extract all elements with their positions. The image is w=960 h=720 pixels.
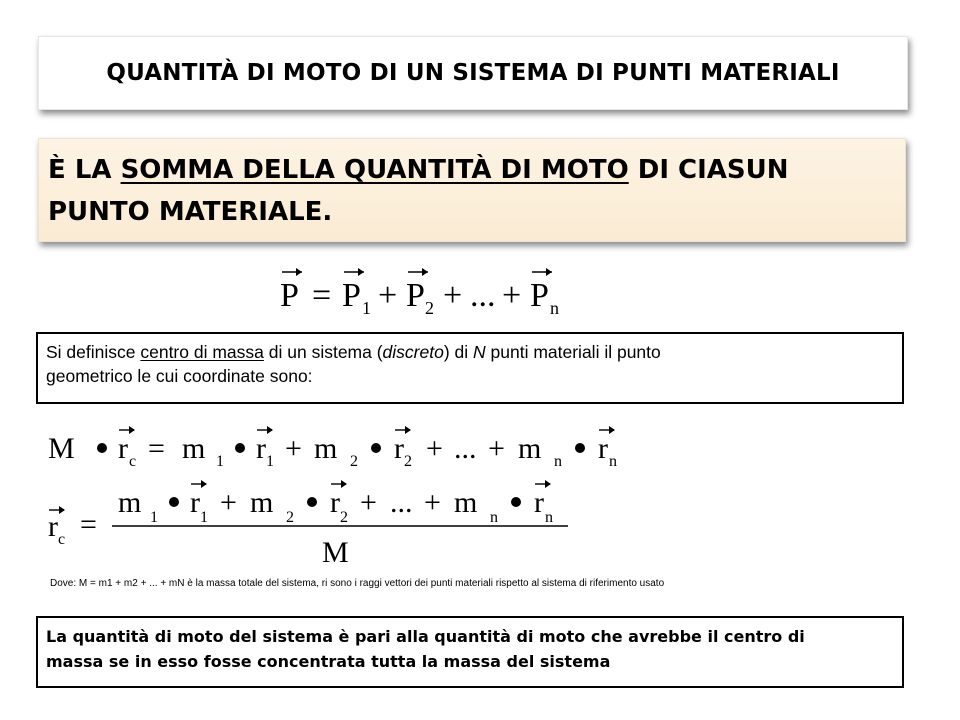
svg-text:r: r: [48, 510, 58, 543]
svg-text:+: +: [378, 277, 398, 314]
definition-text: [48, 149, 789, 233]
svg-text:m: m: [518, 432, 542, 465]
svg-text:r: r: [330, 486, 340, 519]
slide-title-box: [38, 36, 908, 110]
svg-text:+: +: [285, 432, 302, 465]
conclusion-line2: massa se in esso fosse concentrata tutta la massa del sistema: [46, 652, 611, 671]
svg-text:n: n: [609, 453, 617, 470]
slide-title: QUANTITÀ DI MOTO DI UN SISTEMA DI PUNTI MATERIALI: [106, 60, 840, 86]
svg-text:=: =: [80, 508, 97, 541]
definition-part1: È LA: [48, 155, 121, 185]
svg-text:2: 2: [286, 509, 294, 526]
svg-text:+: +: [426, 432, 443, 465]
definition-box: [38, 138, 906, 242]
svg-text:r: r: [118, 432, 128, 465]
svg-text:...: ...: [390, 486, 413, 519]
svg-text:m: m: [118, 486, 142, 519]
svg-text:r: r: [190, 486, 200, 519]
svg-text:m: m: [314, 432, 338, 465]
center-of-mass-term: centro di massa: [140, 342, 264, 362]
svg-text:M: M: [48, 432, 75, 465]
svg-text:n: n: [554, 453, 562, 470]
svg-text:P: P: [280, 277, 299, 314]
svg-text:1: 1: [266, 453, 274, 470]
definition-line2: PUNTO MATERIALE.: [48, 197, 333, 227]
svg-text:1: 1: [216, 453, 224, 470]
svg-text:c: c: [129, 453, 137, 470]
svg-text:...: ...: [454, 432, 477, 465]
definition-underlined: SOMMA DELLA QUANTITÀ DI MOTO: [120, 155, 629, 185]
svg-text:r: r: [256, 432, 266, 465]
svg-text:2: 2: [350, 453, 358, 470]
svg-text:r: r: [534, 486, 544, 519]
svg-text:P: P: [342, 277, 361, 314]
svg-text:+: +: [502, 277, 522, 314]
svg-text:m: m: [454, 486, 478, 519]
conclusion-box: [36, 616, 904, 688]
svg-text:n: n: [545, 509, 553, 526]
svg-text:1: 1: [150, 509, 158, 526]
svg-text:M: M: [322, 536, 349, 569]
mass-note: Dove: M = m1 + m2 + ... + mN è la massa totale del sistema, ri sono i raggi vettori dei punti materiali rispetto al sistema di riferimento usato: [50, 578, 665, 589]
svg-text:1: 1: [200, 509, 208, 526]
svg-text:1: 1: [362, 298, 371, 318]
svg-text:r: r: [394, 432, 404, 465]
svg-text:2: 2: [340, 509, 348, 526]
svg-text:m: m: [182, 432, 206, 465]
svg-text:+: +: [443, 277, 463, 314]
svg-text:+: +: [424, 486, 441, 519]
svg-text:+: +: [360, 486, 377, 519]
svg-text:=: =: [148, 432, 165, 465]
svg-text:=: =: [312, 277, 332, 314]
conclusion-text: [46, 624, 805, 674]
definition-part2: DI CIASUN: [628, 155, 789, 185]
svg-text:+: +: [488, 432, 505, 465]
svg-text:m: m: [250, 486, 274, 519]
formula-mass-center: [40, 420, 660, 476]
svg-text:r: r: [598, 432, 608, 465]
formula-rc-fraction: [40, 478, 580, 570]
center-of-mass-text: Si definisce centro di massa di un sistema (discreto) di N punti materiali il punto geometrico le cui coordinate sono:: [46, 342, 661, 386]
svg-text:2: 2: [404, 453, 412, 470]
conclusion-line1: La quantità di moto del sistema è pari alla quantità di moto che avrebbe il centro di: [46, 627, 805, 646]
svg-text:P: P: [406, 277, 425, 314]
svg-text:...: ...: [470, 277, 496, 314]
svg-text:+: +: [220, 486, 237, 519]
formula-momentum: [270, 262, 590, 322]
svg-text:2: 2: [425, 298, 434, 318]
svg-text:n: n: [490, 509, 498, 526]
svg-text:c: c: [58, 531, 66, 548]
svg-text:n: n: [550, 298, 559, 318]
center-of-mass-box: [36, 332, 904, 404]
svg-text:P: P: [530, 277, 549, 314]
